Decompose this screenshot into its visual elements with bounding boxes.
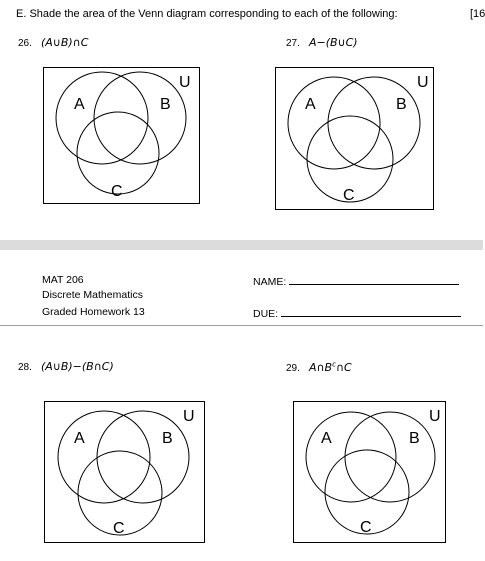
course-name: Discrete Mathematics <box>42 289 143 301</box>
label-b: B <box>409 430 420 447</box>
problem-number: 26. <box>18 38 32 49</box>
label-b: B <box>162 430 173 447</box>
points-label: [16 <box>470 8 485 20</box>
set-a-circle <box>56 72 148 164</box>
problem-number: 28. <box>18 362 32 373</box>
problem-28 <box>18 360 114 373</box>
section-instruction: E. Shade the area of the Venn diagram corresponding to each of the following: <box>16 8 398 20</box>
problem-expression: (A∪B)∩C <box>40 36 89 49</box>
course-code: MAT 206 <box>42 274 84 286</box>
due-field[interactable] <box>253 306 461 320</box>
problem-expression <box>309 361 352 374</box>
problem-number: 29. <box>286 362 300 374</box>
set-c-circle <box>77 112 159 194</box>
name-label: NAME: <box>253 276 287 288</box>
name-field[interactable] <box>253 274 459 288</box>
label-u: U <box>179 74 191 91</box>
name-line[interactable] <box>289 274 459 285</box>
expression-tail: ∩C <box>335 360 352 374</box>
label-u: U <box>429 408 441 425</box>
set-b-circle <box>97 411 189 503</box>
label-u: U <box>183 408 195 425</box>
set-a-circle <box>288 77 380 169</box>
expression-head: A∩B <box>308 360 333 374</box>
assignment-title: Graded Homework 13 <box>42 306 145 318</box>
label-a: A <box>74 430 85 447</box>
venn-diagram-26[interactable] <box>43 67 200 204</box>
expression-superscript: c <box>332 360 336 368</box>
due-line[interactable] <box>281 306 461 317</box>
problem-expression: (A∪B)−(B∩C) <box>40 360 114 373</box>
label-b: B <box>396 96 407 113</box>
set-a-circle <box>306 412 396 502</box>
page-separator <box>0 240 483 250</box>
header-rule <box>0 325 483 326</box>
label-a: A <box>321 430 332 447</box>
label-u: U <box>417 74 429 91</box>
venn-diagram-28[interactable] <box>44 401 205 543</box>
problem-27 <box>286 36 358 49</box>
label-b: B <box>160 96 171 113</box>
label-c: C <box>113 520 125 537</box>
venn-diagram-29[interactable] <box>293 401 446 543</box>
due-label: DUE: <box>253 308 279 320</box>
label-c: C <box>360 519 372 536</box>
label-a: A <box>305 96 316 113</box>
problem-number: 27. <box>286 38 300 49</box>
problem-expression: A−(B∪C) <box>308 36 358 49</box>
problem-26 <box>18 36 88 49</box>
label-c: C <box>111 183 123 200</box>
venn-diagram-27[interactable] <box>275 67 434 210</box>
label-c: C <box>343 187 355 204</box>
set-a-circle <box>58 411 150 503</box>
problem-29 <box>286 360 352 374</box>
label-a: A <box>74 96 85 113</box>
